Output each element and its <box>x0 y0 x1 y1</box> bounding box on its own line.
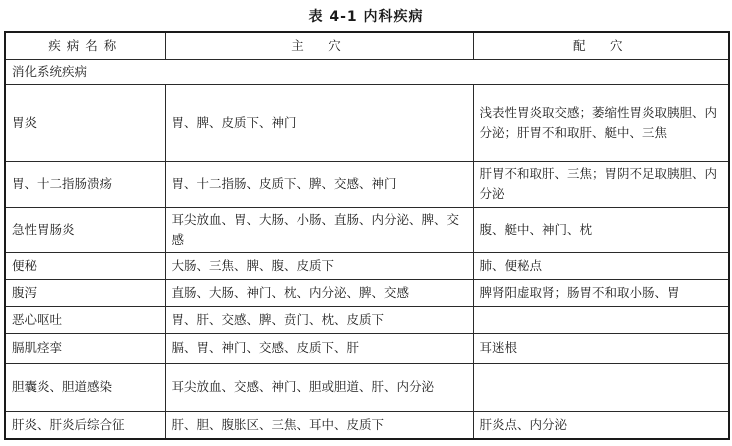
main-points: 胃、肝、交感、脾、贲门、枕、皮质下 <box>165 306 473 333</box>
header-secondary-points: 配 穴 <box>473 32 729 59</box>
main-points: 直肠、大肠、神门、枕、内分泌、脾、交感 <box>165 279 473 306</box>
table-row <box>5 411 729 439</box>
secondary-points: 浅表性胃炎取交感；萎缩性胃炎取胰胆、内分泌；肝胃不和取肝、艇中、三焦 <box>473 84 729 161</box>
table-row <box>5 279 729 306</box>
disease-name: 膈肌痉挛 <box>5 333 165 363</box>
main-points: 胃、十二指肠、皮质下、脾、交感、神门 <box>165 161 473 207</box>
disease-name: 恶心呕吐 <box>5 306 165 333</box>
secondary-points <box>473 306 729 333</box>
disease-name: 腹泻 <box>5 279 165 306</box>
table-row <box>5 306 729 333</box>
table-row <box>5 333 729 363</box>
secondary-points: 腹、艇中、神门、枕 <box>473 207 729 252</box>
table-row <box>5 207 729 252</box>
main-points: 肝、胆、腹胀区、三焦、耳中、皮质下 <box>165 411 473 439</box>
main-points: 耳尖放血、胃、大肠、小肠、直肠、内分泌、脾、交感 <box>165 207 473 252</box>
disease-name: 肝炎、肝炎后综合征 <box>5 411 165 439</box>
secondary-points: 耳迷根 <box>473 333 729 363</box>
disease-table <box>4 31 730 440</box>
secondary-points: 脾肾阳虚取肾；肠胃不和取小肠、胃 <box>473 279 729 306</box>
header-disease-name: 疾病名称 <box>5 32 165 59</box>
section-row <box>5 59 729 84</box>
secondary-points: 肝炎点、内分泌 <box>473 411 729 439</box>
section-title: 消化系统疾病 <box>5 59 729 84</box>
header-main-points: 主 穴 <box>165 32 473 59</box>
table-row <box>5 84 729 161</box>
table-row <box>5 252 729 279</box>
secondary-points <box>473 363 729 411</box>
main-points: 膈、胃、神门、交感、皮质下、肝 <box>165 333 473 363</box>
main-points: 耳尖放血、交感、神门、胆或胆道、肝、内分泌 <box>165 363 473 411</box>
disease-name: 便秘 <box>5 252 165 279</box>
secondary-points: 肝胃不和取肝、三焦；胃阴不足取胰胆、内分泌 <box>473 161 729 207</box>
disease-name: 急性胃肠炎 <box>5 207 165 252</box>
main-points: 胃、脾、皮质下、神门 <box>165 84 473 161</box>
main-points: 大肠、三焦、脾、腹、皮质下 <box>165 252 473 279</box>
header-row <box>5 32 729 59</box>
secondary-points: 肺、便秘点 <box>473 252 729 279</box>
table-row <box>5 161 729 207</box>
table-title: 表 4-1 内科疾病 <box>308 9 424 25</box>
disease-name: 胃炎 <box>5 84 165 161</box>
table-row <box>5 363 729 411</box>
disease-name: 胆囊炎、胆道感染 <box>5 363 165 411</box>
disease-name: 胃、十二指肠溃疡 <box>5 161 165 207</box>
